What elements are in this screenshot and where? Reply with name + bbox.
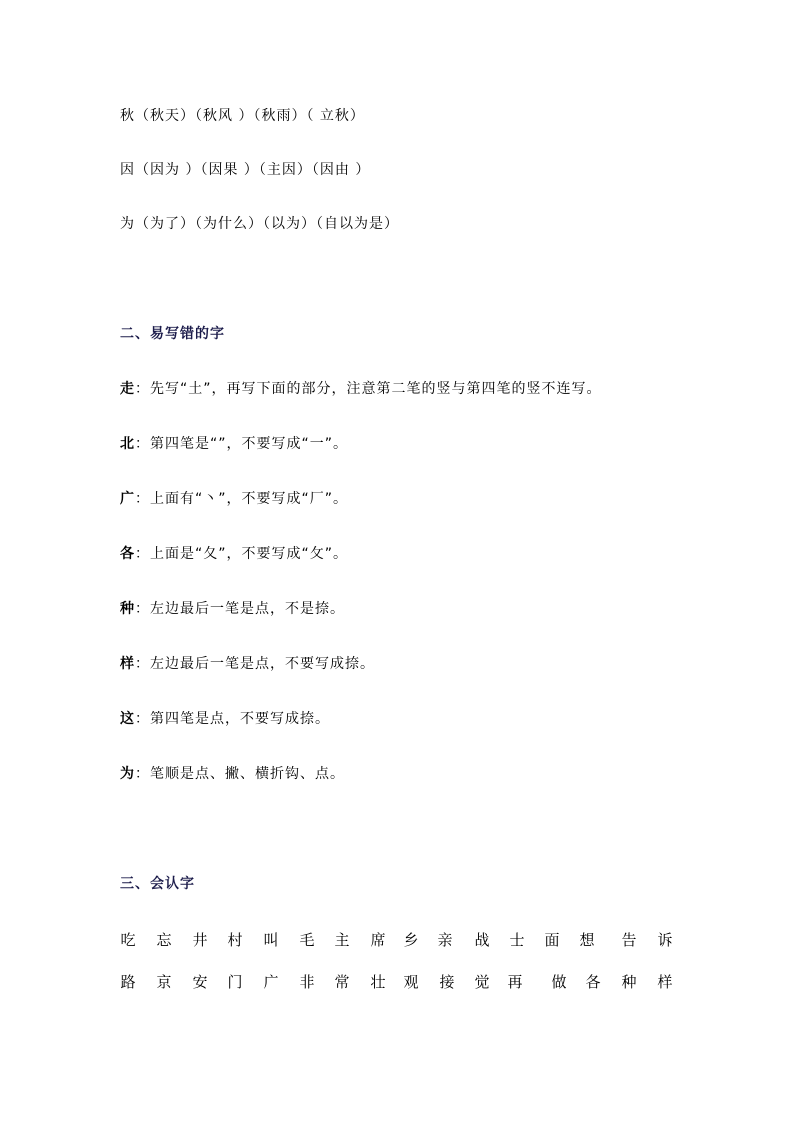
char-cell: 面 [544,931,560,949]
tip-char: 为 [120,766,135,782]
tip-item [120,434,348,454]
tip-item [120,489,348,509]
char-cell: 路 [120,973,136,991]
section-3-heading: 三、会认字 [120,876,195,892]
char-cell: 京 [156,973,172,991]
tip-char: 样 [120,656,135,672]
char-cell: 做 [551,973,567,991]
tip-text: ：先写“土”，再写下面的部分，注意第二笔的竖与第四笔的竖不连写。 [135,381,602,397]
tip-char: 北 [120,436,135,452]
char-cell: 吃 [120,931,136,949]
char-cell: 叫 [263,931,279,949]
char-cell: 门 [227,973,243,991]
char-cell: 井 [192,931,208,949]
tip-item [120,544,348,564]
char-cell: 士 [509,931,525,949]
tip-char: 各 [120,546,135,562]
char-cell: 告 [621,931,637,949]
char-cell: 接 [439,973,455,991]
char-row-2 [0,971,794,993]
char-cell: 壮 [370,973,386,991]
tip-text: ：第四笔是“”，不要写成“一”。 [135,436,349,452]
tip-char: 这 [120,711,135,727]
tip-item [120,599,345,619]
tip-item [120,709,330,729]
char-cell: 广 [263,973,279,991]
tip-text: ：笔顺是点、撇、横折钩、点。 [135,766,345,782]
tip-text: ：第四笔是点，不要写成捺。 [135,711,330,727]
char-cell: 战 [474,931,490,949]
char-cell: 安 [192,973,208,991]
word-group-1: 秋（秋天）（秋风 ）（秋雨）（ 立秋） [120,108,365,124]
char-cell: 观 [403,973,419,991]
char-cell: 常 [334,973,350,991]
tip-char: 种 [120,601,135,617]
char-cell: 亲 [437,931,453,949]
tip-item [120,379,602,399]
word-group-3: 为（为了）（为什么）（以为）（自以为是） [120,216,399,232]
tip-text: ：左边最后一笔是点，不要写成捺。 [135,656,375,672]
char-cell: 想 [579,931,595,949]
char-cell: 席 [370,931,386,949]
section-2-heading: 二、易写错的字 [120,326,225,342]
char-cell: 各 [585,973,601,991]
char-cell: 样 [657,973,673,991]
char-cell: 诉 [657,931,673,949]
char-cell: 乡 [403,931,419,949]
tip-text: ：左边最后一笔是点，不是捺。 [135,601,345,617]
word-group-2: 因（因为 ）（因果 ）（主因）（因由 ） [120,162,371,178]
char-cell: 种 [621,973,637,991]
char-cell: 再 [507,973,523,991]
char-cell: 忘 [156,931,172,949]
tip-char: 走 [120,381,135,397]
tip-char: 广 [120,491,135,507]
char-row-1 [0,929,794,951]
tip-item [120,764,345,784]
tip-text: ：上面有“丶”，不要写成“厂”。 [135,491,349,507]
tip-text: ：上面是“夂”，不要写成“攵”。 [135,546,349,562]
char-cell: 毛 [299,931,315,949]
char-cell: 觉 [474,973,490,991]
char-cell: 村 [227,931,243,949]
char-cell: 非 [299,973,315,991]
tip-item [120,654,375,674]
char-cell: 主 [334,931,350,949]
